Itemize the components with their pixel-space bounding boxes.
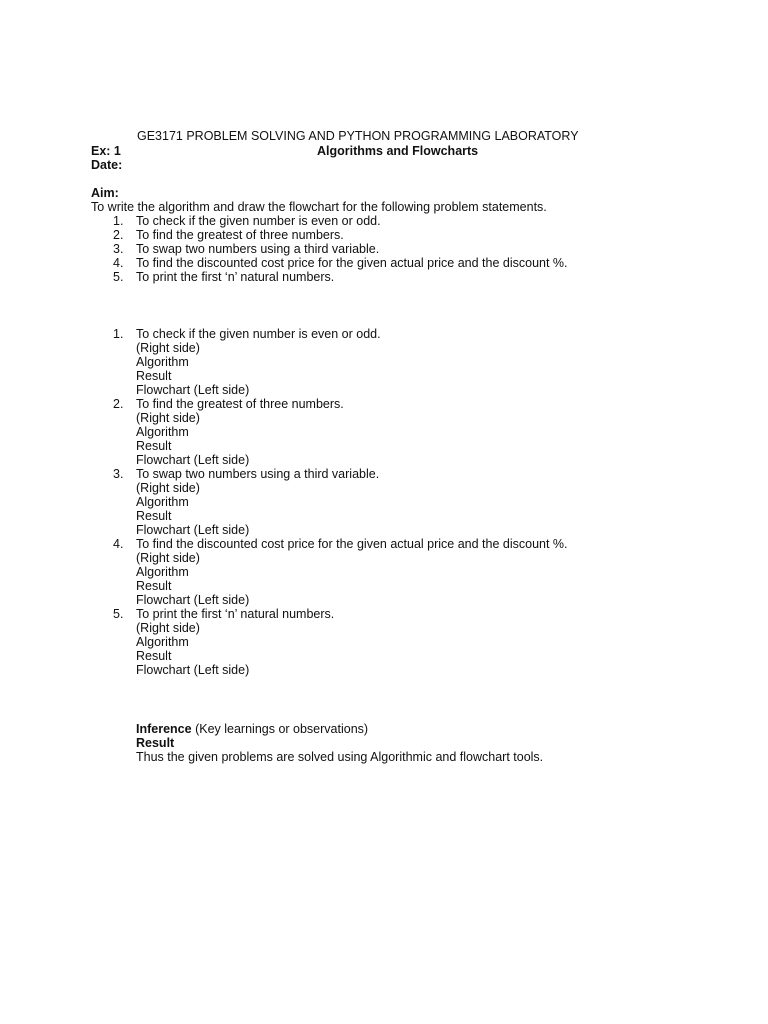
- list-item-number: 2.: [113, 228, 124, 242]
- inference-line: [136, 722, 368, 736]
- algorithm-label: Algorithm: [136, 355, 189, 369]
- flowchart-label: Flowchart (Left side): [136, 383, 250, 397]
- algorithm-label: Algorithm: [136, 495, 189, 509]
- exercise-label: Ex: 1: [91, 144, 121, 158]
- problem-number: 5.: [113, 607, 124, 621]
- list-item-number: 1.: [113, 214, 124, 228]
- problem-number: 1.: [113, 327, 124, 341]
- result-label: Result: [136, 649, 172, 663]
- right-side-label: (Right side): [136, 341, 200, 355]
- algorithm-label: Algorithm: [136, 565, 189, 579]
- list-item-number: 4.: [113, 256, 124, 270]
- list-item-number: 3.: [113, 242, 124, 256]
- list-item-text: To swap two numbers using a third variable.: [136, 242, 380, 256]
- algorithm-label: Algorithm: [136, 635, 189, 649]
- list-item-text: To find the discounted cost price for the given actual price and the discount %.: [136, 256, 568, 270]
- list-item-number: 5.: [113, 270, 124, 284]
- result-label: Result: [136, 369, 172, 383]
- result-heading: Result: [136, 736, 175, 750]
- inference-label: Inference: [136, 722, 192, 736]
- result-label: Result: [136, 509, 172, 523]
- algorithm-label: Algorithm: [136, 425, 189, 439]
- list-item-text: To print the first ‘n’ natural numbers.: [136, 270, 335, 284]
- result-text: Thus the given problems are solved using Algorithmic and flowchart tools.: [136, 750, 544, 764]
- inference-note: (Key learnings or observations): [191, 722, 369, 736]
- course-title: GE3171 PROBLEM SOLVING AND PYTHON PROGRAMMING LABORATORY: [137, 129, 579, 143]
- problem-title: To print the first ‘n’ natural numbers.: [136, 607, 335, 621]
- problem-title: To check if the given number is even or odd.: [136, 327, 381, 341]
- right-side-label: (Right side): [136, 481, 200, 495]
- right-side-label: (Right side): [136, 551, 200, 565]
- aim-label: Aim:: [91, 186, 119, 200]
- list-item-text: To find the greatest of three numbers.: [136, 228, 344, 242]
- problem-number: 3.: [113, 467, 124, 481]
- flowchart-label: Flowchart (Left side): [136, 663, 250, 677]
- date-label: Date:: [91, 158, 123, 172]
- result-label: Result: [136, 579, 172, 593]
- problem-title: To find the greatest of three numbers.: [136, 397, 344, 411]
- right-side-label: (Right side): [136, 621, 200, 635]
- result-label: Result: [136, 439, 172, 453]
- flowchart-label: Flowchart (Left side): [136, 453, 250, 467]
- problem-title: To swap two numbers using a third variable.: [136, 467, 380, 481]
- problem-title: To find the discounted cost price for the given actual price and the discount %.: [136, 537, 568, 551]
- exercise-title: Algorithms and Flowcharts: [317, 144, 479, 158]
- right-side-label: (Right side): [136, 411, 200, 425]
- flowchart-label: Flowchart (Left side): [136, 523, 250, 537]
- list-item-text: To check if the given number is even or odd.: [136, 214, 381, 228]
- aim-text: To write the algorithm and draw the flowchart for the following problem statements.: [91, 200, 547, 214]
- flowchart-label: Flowchart (Left side): [136, 593, 250, 607]
- problem-number: 2.: [113, 397, 124, 411]
- problem-number: 4.: [113, 537, 124, 551]
